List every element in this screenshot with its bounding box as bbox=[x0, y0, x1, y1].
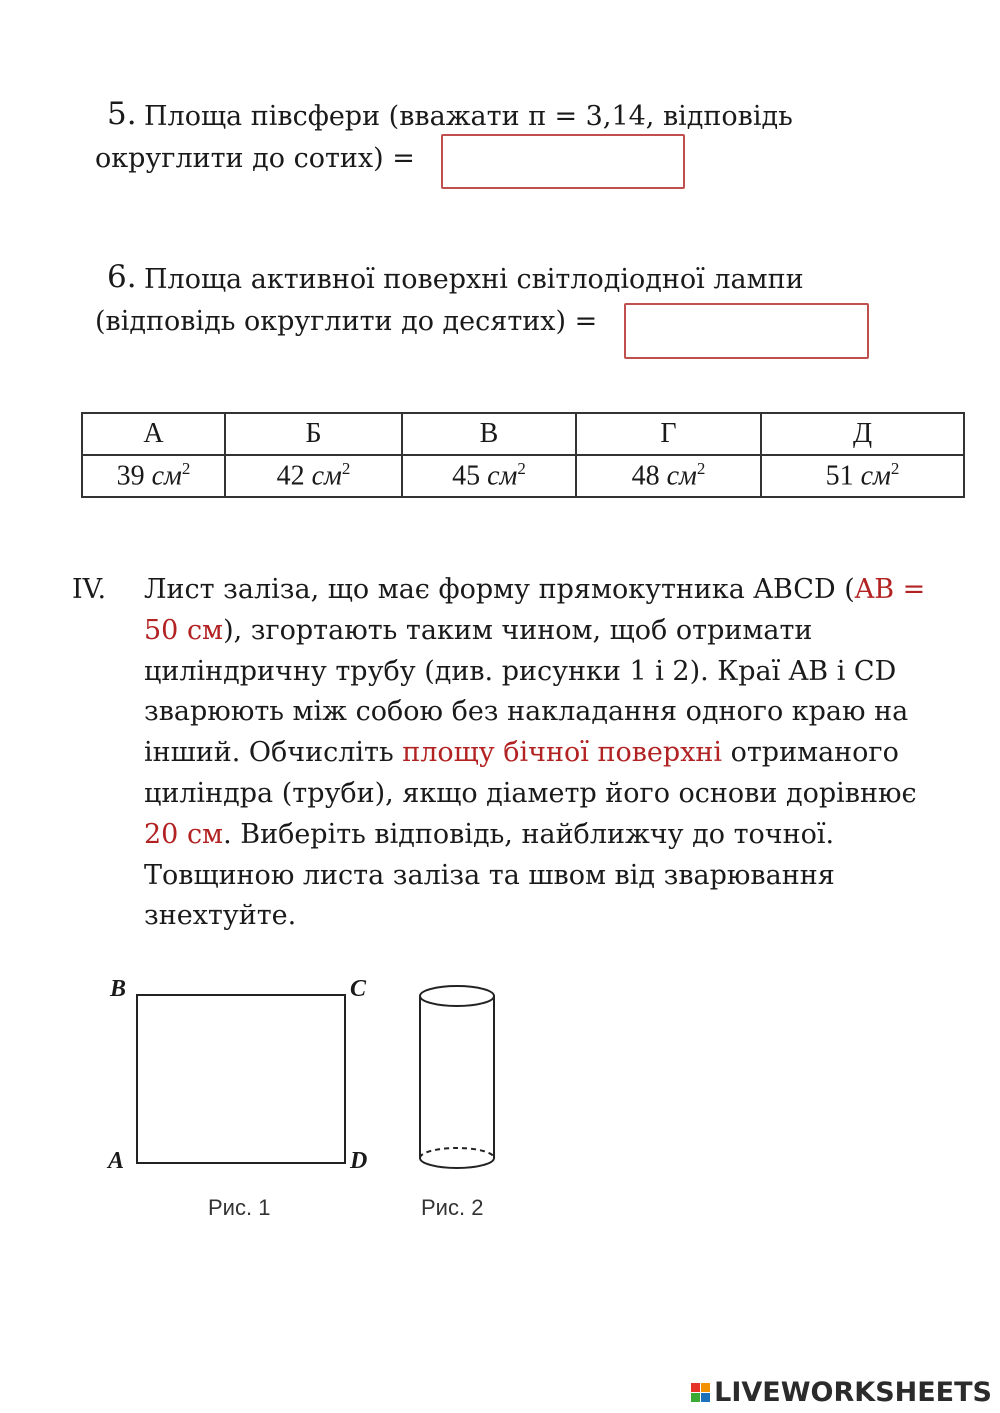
cylinder-bottom-back bbox=[420, 1148, 494, 1158]
question-6-line-2: (відповідь округлити до десятих) = bbox=[95, 306, 598, 337]
logo-square-1 bbox=[691, 1383, 700, 1392]
highlight-diameter: 20 см bbox=[144, 818, 224, 850]
choice-letter-d: Д bbox=[761, 413, 964, 455]
answer-choices-table bbox=[81, 412, 965, 498]
figure-2-cylinder bbox=[410, 975, 510, 1180]
choices-value-row bbox=[82, 455, 964, 497]
question-5-number: 5. bbox=[107, 96, 137, 132]
choice-value-a: 39 $см^2$ bbox=[82, 455, 225, 497]
question-5-line-2: округлити до сотих) = bbox=[95, 143, 415, 174]
choice-letter-a: А bbox=[82, 413, 225, 455]
question-6-number: 6. bbox=[107, 259, 137, 295]
vertex-d-label: D bbox=[350, 1148, 368, 1174]
logo-square-3 bbox=[691, 1393, 700, 1402]
rectangle-abcd bbox=[137, 995, 345, 1163]
liveworksheets-logo bbox=[691, 1375, 992, 1409]
figure-2-caption: Рис. 2 bbox=[421, 1195, 484, 1220]
logo-square-4 bbox=[701, 1393, 710, 1402]
cylinder-top bbox=[420, 986, 494, 1006]
figure-1-caption: Рис. 1 bbox=[208, 1195, 271, 1220]
question-6-answer-input[interactable] bbox=[624, 303, 869, 359]
vertex-a-label: A bbox=[108, 1148, 125, 1174]
choice-value-d: 51 $см^2$ bbox=[761, 455, 964, 497]
choice-value-v: 45 $см^2$ bbox=[402, 455, 576, 497]
choice-value-g: 48 $см^2$ bbox=[576, 455, 761, 497]
choices-letter-row bbox=[82, 413, 964, 455]
question-5-line-1: Площа півсфери (вважати π = 3,14, відповідь bbox=[144, 101, 793, 132]
choice-letter-b: Б bbox=[225, 413, 402, 455]
liveworksheets-logo-icon bbox=[691, 1383, 710, 1402]
choice-value-b: 42 $см^2$ bbox=[225, 455, 402, 497]
highlight-ab-length: AB = 50 см bbox=[144, 574, 926, 646]
question-5-answer-input[interactable] bbox=[441, 134, 685, 189]
choice-letter-v: В bbox=[402, 413, 576, 455]
vertex-b-label: B bbox=[110, 976, 127, 1002]
liveworksheets-logo-text: LIVEWORKSHEETS bbox=[714, 1376, 992, 1408]
logo-square-2 bbox=[701, 1383, 710, 1392]
highlight-lateral-surface: площу бічної поверхні bbox=[402, 737, 723, 769]
vertex-c-label: C bbox=[350, 976, 367, 1002]
task-4-text: Лист заліза, що має форму прямокутника ABCD (AB = 50 см), згортають таким чином, щоб отримати циліндричну трубу (див. рисунки 1 і 2). Краї AB і CD зварюють між собою без накладання одного краю на інший. Обчисліть площу бічної поверхні отриманого циліндра (труби), якщо діаметр його основи дорівнює 20 см. Виберіть відповідь, найближчу до точної. Товщиною листа заліза та швом від зварювання знехтуйте. bbox=[144, 574, 926, 932]
choice-letter-g: Г bbox=[576, 413, 761, 455]
figure-1-rectangle bbox=[100, 970, 390, 1230]
cylinder-bottom-front bbox=[420, 1158, 494, 1168]
task-4-number: IV. bbox=[72, 574, 107, 605]
question-6-line-1: Площа активної поверхні світлодіодної лампи bbox=[144, 264, 804, 295]
